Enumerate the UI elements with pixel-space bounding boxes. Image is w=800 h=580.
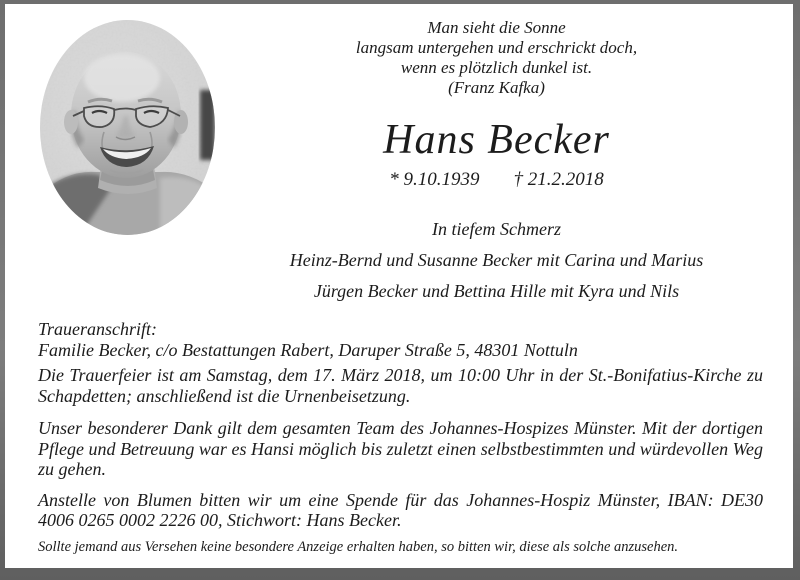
mourning-address: Familie Becker, c/o Bestattungen Rabert, Daruper Straße 5, 48301 Nottuln	[38, 339, 578, 360]
quote-line: Man sieht die Sonne	[427, 18, 566, 37]
deceased-name: Hans Becker	[383, 117, 610, 163]
thanks-paragraph: Unser besonderer Dank gilt dem gesamten Team des Johannes-Hospizes Münster. Mit der dortigen Pflege und Betreuung war es Hansi möglich bis zuletzt einen selbstbestimmten und würdevollen Weg zu gehen.	[38, 418, 763, 479]
mourning-address-label: Traueranschrift:	[38, 319, 158, 339]
death-date: † 21.2.2018	[513, 169, 604, 190]
donation-paragraph: Anstelle von Blumen bitten wir um eine Spende für das Johannes-Hospiz Münster, IBAN: DE30 4006 0265 0002 2226 00, Stichwort: Hans Becker.	[38, 489, 763, 530]
mourner-line: Jürgen Becker und Bettina Hille mit Kyra und Nils	[313, 281, 680, 301]
quote-block	[225, 18, 768, 98]
body-section	[38, 319, 763, 556]
mourner-line: Heinz-Bernd und Susanne Becker mit Carina und Marius	[289, 250, 704, 270]
funeral-service-info: Die Trauerfeier ist am Samstag, dem 17. März 2018, um 10:00 Uhr in der St.-Bonifatius-Kirche zu Schapdetten; anschließend ist die Urnenbeisetzung.	[38, 365, 763, 406]
quote-line: wenn es plötzlich dunkel ist.	[400, 58, 593, 77]
obituary-card	[5, 4, 793, 568]
quote-attribution: (Franz Kafka)	[448, 78, 545, 97]
disclaimer-note: Sollte jemand aus Versehen keine besondere Anzeige erhalten haben, so bitten wir, diese als solche anzusehen.	[38, 538, 679, 555]
header-section	[5, 4, 793, 302]
header-text-column	[215, 4, 793, 302]
deceased-portrait-photo	[40, 20, 215, 235]
quote-line: langsam untergehen und erschrickt doch,	[355, 38, 638, 57]
mourning-intro: In tiefem Schmerz	[432, 219, 561, 239]
birth-date: * 9.10.1939	[389, 169, 480, 190]
life-dates	[225, 169, 768, 191]
portrait-illustration	[40, 20, 215, 235]
